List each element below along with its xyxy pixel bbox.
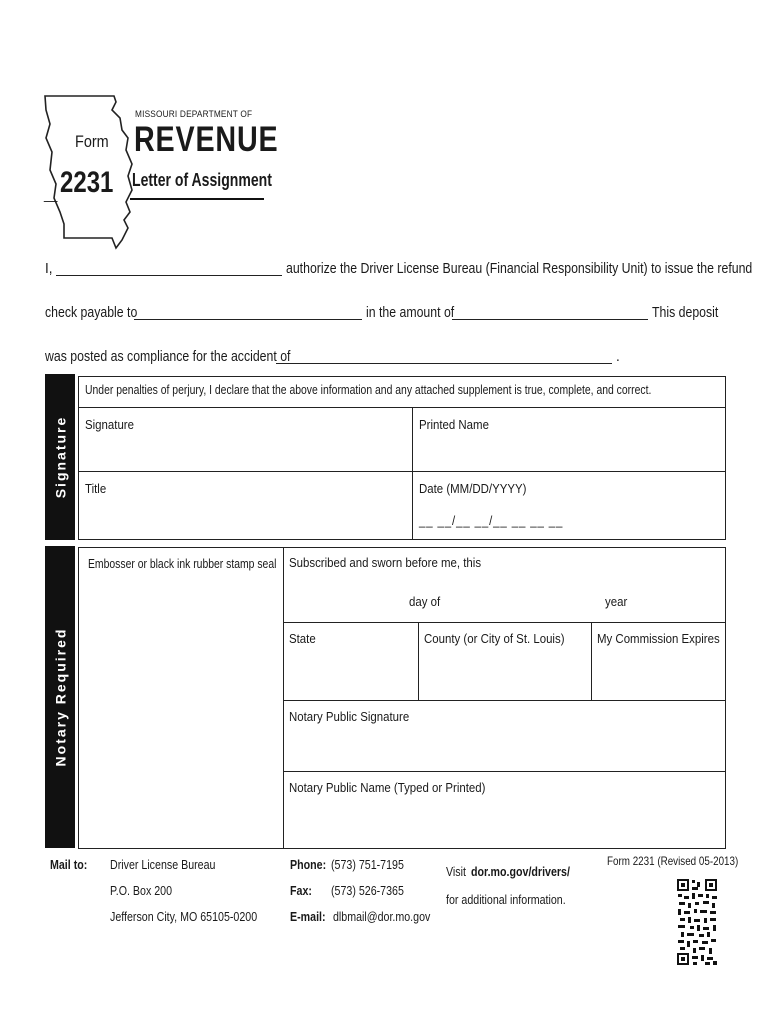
county-field[interactable]: [420, 624, 589, 698]
line3-end: .: [616, 348, 620, 365]
subscribed-label: Subscribed and sworn before me, this: [289, 555, 482, 570]
notary-tab-label: Notary Required: [52, 627, 69, 767]
notary-name-label: Notary Public Name (Typed or Printed): [289, 780, 486, 795]
address-line-2: P.O. Box 200: [110, 883, 173, 898]
notary-name-field[interactable]: [285, 773, 724, 847]
form-number-dash: _: [44, 178, 58, 205]
phone-label: Phone:: [290, 857, 327, 872]
title-label: Title: [85, 481, 107, 496]
county-commission-divider: [591, 622, 592, 700]
date-label: Date (MM/DD/YYYY): [419, 481, 527, 496]
title-underline: [130, 198, 264, 200]
form-word: Form: [75, 132, 109, 151]
year-label: year: [605, 594, 628, 609]
commission-label: My Commission Expires: [597, 631, 720, 646]
seal-area[interactable]: [80, 549, 281, 847]
phone-value: (573) 751-7195: [331, 857, 404, 872]
signature-col-divider: [412, 407, 413, 540]
notary-signature-field[interactable]: [285, 702, 724, 769]
signature-tab-label: Signature: [52, 415, 69, 499]
accident-field[interactable]: [276, 363, 612, 364]
agency-logo: REVENUE: [134, 120, 279, 159]
form-revision: Form 2231 (Revised 05-2013): [607, 854, 739, 868]
declaration-divider: [78, 407, 726, 408]
state-county-divider: [418, 622, 419, 700]
title-field[interactable]: [80, 473, 410, 538]
seal-label: Embosser or black ink rubber stamp seal: [88, 556, 277, 571]
qr-code-icon[interactable]: [676, 878, 718, 966]
form-number: 2231: [60, 166, 114, 199]
assignor-name-field[interactable]: [56, 275, 282, 276]
commission-expires-field[interactable]: [593, 624, 724, 698]
date-field[interactable]: [414, 473, 724, 538]
notary-row1-divider: [283, 622, 726, 623]
line2-end: This deposit: [652, 304, 719, 321]
seal-divider: [283, 547, 284, 849]
day-of-label: day of: [409, 594, 441, 609]
state-field[interactable]: [285, 624, 416, 698]
line3-start: was posted as compliance for the accident of: [45, 348, 291, 365]
agency-top-line: MISSOURI DEPARTMENT OF: [135, 109, 253, 119]
address-line-3: Jefferson City, MO 65105-0200: [110, 909, 258, 924]
address-line-1: Driver License Bureau: [110, 857, 216, 872]
printed-name-label: Printed Name: [419, 417, 489, 432]
notary-row3-divider: [283, 771, 726, 772]
fax-value: (573) 526-7365: [331, 883, 404, 898]
payee-field[interactable]: [134, 319, 362, 320]
fax-label: Fax:: [290, 883, 312, 898]
line2-mid: in the amount of: [366, 304, 455, 321]
signature-row-divider: [78, 471, 726, 472]
visit-suffix: for additional information.: [446, 892, 566, 907]
signature-label: Signature: [85, 417, 134, 432]
signature-field[interactable]: [80, 409, 410, 469]
notary-signature-label: Notary Public Signature: [289, 709, 410, 724]
visit-url-link[interactable]: dor.mo.gov/drivers/: [471, 864, 570, 879]
state-label: State: [289, 631, 316, 646]
date-mask: __ __/__ __/__ __ __ __: [419, 513, 564, 528]
signature-tab: [45, 374, 75, 540]
printed-name-field[interactable]: [414, 409, 724, 469]
form-title: Letter of Assignment: [132, 170, 272, 190]
declaration-text: Under penalties of perjury, I declare that the above information and any attached supplement is true, complete, and correct.: [85, 382, 652, 397]
line1-end: authorize the Driver License Bureau (Financial Responsibility Unit) to issue the refund: [286, 260, 753, 277]
amount-field[interactable]: [452, 319, 648, 320]
email-link[interactable]: dlbmail@dor.mo.gov: [333, 909, 431, 924]
email-label: E-mail:: [290, 909, 326, 924]
county-label: County (or City of St. Louis): [424, 631, 565, 646]
mail-to-label: Mail to:: [50, 857, 88, 872]
visit-prefix: Visit: [446, 864, 466, 879]
notary-row2-divider: [283, 700, 726, 701]
sworn-date-field[interactable]: [285, 549, 724, 620]
notary-tab: [45, 546, 75, 848]
line2-start: check payable to: [45, 304, 138, 321]
line1-start: I,: [45, 260, 53, 277]
